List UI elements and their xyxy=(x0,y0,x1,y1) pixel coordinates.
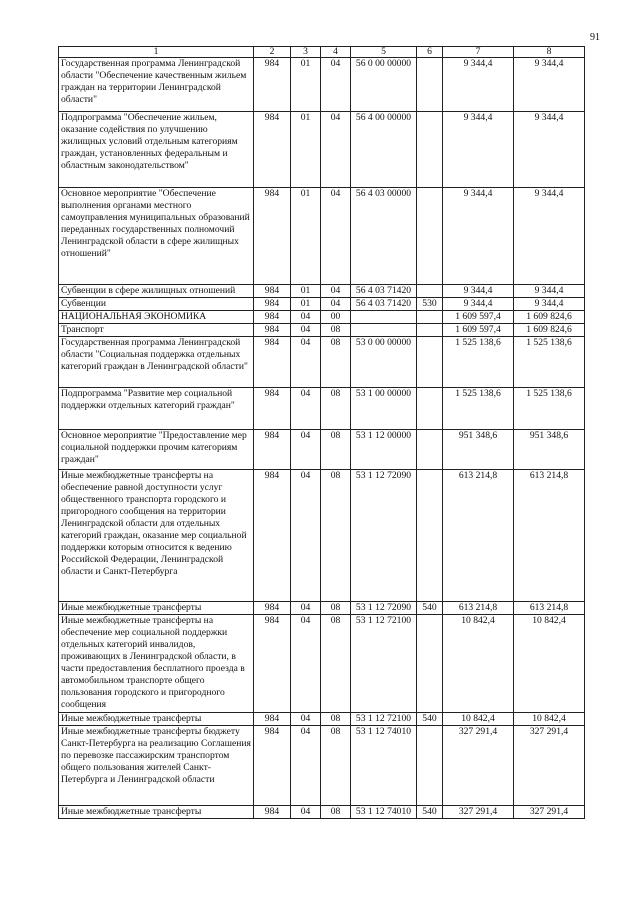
row-name: Основное мероприятие "Предоставление мер социальной поддержки прочим категориям граждан" xyxy=(59,430,254,470)
row-ved: 984 xyxy=(254,388,291,430)
row-csr: 53 1 12 72100 xyxy=(351,713,417,726)
row-pr: 04 xyxy=(321,188,351,285)
row-ved: 984 xyxy=(254,112,291,188)
row-ved: 984 xyxy=(254,726,291,806)
row-rz: 04 xyxy=(291,470,321,602)
row-vr: 540 xyxy=(417,602,443,615)
row-csr: 53 0 00 00000 xyxy=(351,337,417,388)
row-name: Иные межбюджетные трансферты на обеспечение равной доступности услуг общественного транспорта городского и пригородного сообщения на территории Ленинградской области для отдельных категорий граждан, оказание мер социальной поддержки которым относится к ведению Российской Федерации, Ленинградской области и Санкт-Петербурга xyxy=(59,470,254,602)
row-csr: 53 1 12 72090 xyxy=(351,470,417,602)
row-sum-1: 10 842,4 xyxy=(443,713,514,726)
row-name: Иные межбюджетные трансферты на обеспечение мер социальной поддержки отдельных категорий инвалидов, проживающих в Ленинградской области, в части предоставления бесплатного проезда в автомобильном транспорте общего пользования городского и пригородного сообщения xyxy=(59,615,254,713)
row-sum-1: 9 344,4 xyxy=(443,298,514,311)
row-sum-2: 9 344,4 xyxy=(514,285,585,298)
row-pr: 00 xyxy=(321,311,351,324)
table-row xyxy=(59,713,585,726)
row-csr xyxy=(351,324,417,337)
column-header: 6 xyxy=(417,47,443,58)
table-row xyxy=(59,430,585,470)
row-vr xyxy=(417,470,443,602)
row-sum-2: 9 344,4 xyxy=(514,58,585,112)
column-header: 1 xyxy=(59,47,254,58)
row-rz: 04 xyxy=(291,615,321,713)
row-csr: 56 4 00 00000 xyxy=(351,112,417,188)
row-sum-2: 613 214,8 xyxy=(514,602,585,615)
row-ved: 984 xyxy=(254,298,291,311)
row-pr: 04 xyxy=(321,112,351,188)
table-row xyxy=(59,470,585,602)
row-pr: 08 xyxy=(321,602,351,615)
row-vr: 540 xyxy=(417,806,443,819)
row-vr xyxy=(417,615,443,713)
row-pr: 08 xyxy=(321,337,351,388)
row-sum-1: 9 344,4 xyxy=(443,188,514,285)
row-vr xyxy=(417,430,443,470)
row-ved: 984 xyxy=(254,285,291,298)
row-vr: 530 xyxy=(417,298,443,311)
row-sum-1: 1 609 597,4 xyxy=(443,324,514,337)
row-name: Государственная программа Ленинградской области "Обеспечение качественным жильем граждан на территории Ленинградской области" xyxy=(59,58,254,112)
row-csr: 56 4 03 71420 xyxy=(351,285,417,298)
row-pr: 08 xyxy=(321,615,351,713)
row-rz: 04 xyxy=(291,602,321,615)
column-header: 2 xyxy=(254,47,291,58)
row-sum-1: 1 525 138,6 xyxy=(443,388,514,430)
row-ved: 984 xyxy=(254,806,291,819)
row-csr: 53 1 12 74010 xyxy=(351,806,417,819)
table-row xyxy=(59,388,585,430)
row-csr: 53 1 12 72100 xyxy=(351,615,417,713)
row-vr xyxy=(417,324,443,337)
row-rz: 01 xyxy=(291,298,321,311)
row-ved: 984 xyxy=(254,311,291,324)
table-row xyxy=(59,615,585,713)
row-pr: 08 xyxy=(321,430,351,470)
row-vr xyxy=(417,285,443,298)
row-name: Субвенции в сфере жилищных отношений xyxy=(59,285,254,298)
column-header: 3 xyxy=(291,47,321,58)
row-sum-1: 613 214,8 xyxy=(443,602,514,615)
row-vr xyxy=(417,112,443,188)
row-name: Иные межбюджетные трансферты бюджету Санкт-Петербурга на реализацию Соглашения по перевозке пассажирским транспортом общего пользования жителей Санкт-Петербурга и Ленинградской области xyxy=(59,726,254,806)
table-row xyxy=(59,188,585,285)
row-ved: 984 xyxy=(254,188,291,285)
row-sum-2: 10 842,4 xyxy=(514,713,585,726)
row-sum-2: 10 842,4 xyxy=(514,615,585,713)
row-sum-2: 951 348,6 xyxy=(514,430,585,470)
row-name: Транспорт xyxy=(59,324,254,337)
row-sum-1: 951 348,6 xyxy=(443,430,514,470)
table-row xyxy=(59,726,585,806)
row-sum-2: 327 291,4 xyxy=(514,806,585,819)
row-csr: 53 1 12 00000 xyxy=(351,430,417,470)
row-rz: 04 xyxy=(291,311,321,324)
row-vr xyxy=(417,388,443,430)
row-vr: 540 xyxy=(417,713,443,726)
row-ved: 984 xyxy=(254,58,291,112)
row-csr: 53 1 12 74010 xyxy=(351,726,417,806)
row-csr: 53 1 12 72090 xyxy=(351,602,417,615)
row-sum-1: 613 214,8 xyxy=(443,470,514,602)
row-pr: 04 xyxy=(321,285,351,298)
row-name: Иные межбюджетные трансферты xyxy=(59,806,254,819)
table-row xyxy=(59,298,585,311)
table-row xyxy=(59,58,585,112)
row-name: Подпрограмма "Развитие мер социальной поддержки отдельных категорий граждан" xyxy=(59,388,254,430)
row-pr: 04 xyxy=(321,298,351,311)
row-sum-1: 1 609 597,4 xyxy=(443,311,514,324)
row-vr xyxy=(417,58,443,112)
row-sum-2: 1 525 138,6 xyxy=(514,388,585,430)
row-vr xyxy=(417,337,443,388)
row-rz: 01 xyxy=(291,112,321,188)
row-sum-2: 1 609 824,6 xyxy=(514,311,585,324)
row-sum-1: 10 842,4 xyxy=(443,615,514,713)
page-number: 91 xyxy=(590,32,600,43)
row-sum-2: 9 344,4 xyxy=(514,112,585,188)
row-ved: 984 xyxy=(254,337,291,388)
row-pr: 08 xyxy=(321,726,351,806)
row-pr: 08 xyxy=(321,324,351,337)
budget-table xyxy=(58,46,585,819)
row-ved: 984 xyxy=(254,713,291,726)
row-rz: 04 xyxy=(291,726,321,806)
row-rz: 04 xyxy=(291,806,321,819)
row-rz: 04 xyxy=(291,713,321,726)
header-row xyxy=(59,47,585,58)
row-sum-1: 9 344,4 xyxy=(443,112,514,188)
row-ved: 984 xyxy=(254,602,291,615)
row-pr: 08 xyxy=(321,470,351,602)
table-row xyxy=(59,324,585,337)
row-csr: 56 4 03 71420 xyxy=(351,298,417,311)
row-name: НАЦИОНАЛЬНАЯ ЭКОНОМИКА xyxy=(59,311,254,324)
row-rz: 04 xyxy=(291,337,321,388)
table-row xyxy=(59,311,585,324)
row-pr: 08 xyxy=(321,388,351,430)
table-row xyxy=(59,602,585,615)
row-pr: 04 xyxy=(321,58,351,112)
column-header: 8 xyxy=(514,47,585,58)
row-name: Субвенции xyxy=(59,298,254,311)
row-sum-1: 9 344,4 xyxy=(443,285,514,298)
row-csr: 56 0 00 00000 xyxy=(351,58,417,112)
row-rz: 01 xyxy=(291,285,321,298)
row-csr xyxy=(351,311,417,324)
row-rz: 04 xyxy=(291,388,321,430)
column-header: 5 xyxy=(351,47,417,58)
table-row xyxy=(59,112,585,188)
row-ved: 984 xyxy=(254,324,291,337)
row-pr: 08 xyxy=(321,806,351,819)
row-pr: 08 xyxy=(321,713,351,726)
row-name: Подпрограмма "Обеспечение жильем, оказание содействия по улучшению жилищных условий отдельным категориям граждан, установленных федеральным и областным законодательством" xyxy=(59,112,254,188)
row-rz: 04 xyxy=(291,324,321,337)
row-sum-2: 613 214,8 xyxy=(514,470,585,602)
row-sum-2: 327 291,4 xyxy=(514,726,585,806)
row-sum-1: 9 344,4 xyxy=(443,58,514,112)
row-rz: 01 xyxy=(291,188,321,285)
row-vr xyxy=(417,726,443,806)
row-ved: 984 xyxy=(254,470,291,602)
table-row xyxy=(59,337,585,388)
row-sum-1: 327 291,4 xyxy=(443,806,514,819)
row-sum-1: 1 525 138,6 xyxy=(443,337,514,388)
row-rz: 04 xyxy=(291,430,321,470)
row-ved: 984 xyxy=(254,430,291,470)
table-row xyxy=(59,806,585,819)
row-sum-1: 327 291,4 xyxy=(443,726,514,806)
row-vr xyxy=(417,311,443,324)
row-name: Государственная программа Ленинградской области "Социальная поддержка отдельных категорий граждан в Ленинградской области" xyxy=(59,337,254,388)
column-header: 4 xyxy=(321,47,351,58)
row-vr xyxy=(417,188,443,285)
row-csr: 53 1 00 00000 xyxy=(351,388,417,430)
row-name: Иные межбюджетные трансферты xyxy=(59,602,254,615)
row-sum-2: 1 609 824,6 xyxy=(514,324,585,337)
column-header: 7 xyxy=(443,47,514,58)
row-ved: 984 xyxy=(254,615,291,713)
row-sum-2: 1 525 138,6 xyxy=(514,337,585,388)
row-sum-2: 9 344,4 xyxy=(514,298,585,311)
row-name: Основное мероприятие "Обеспечение выполнения органами местного самоуправления муниципальных образований переданных государственных полномочий Ленинградской области в сфере жилищных отношений" xyxy=(59,188,254,285)
row-name: Иные межбюджетные трансферты xyxy=(59,713,254,726)
row-sum-2: 9 344,4 xyxy=(514,188,585,285)
row-rz: 01 xyxy=(291,58,321,112)
row-csr: 56 4 03 00000 xyxy=(351,188,417,285)
table-row xyxy=(59,285,585,298)
